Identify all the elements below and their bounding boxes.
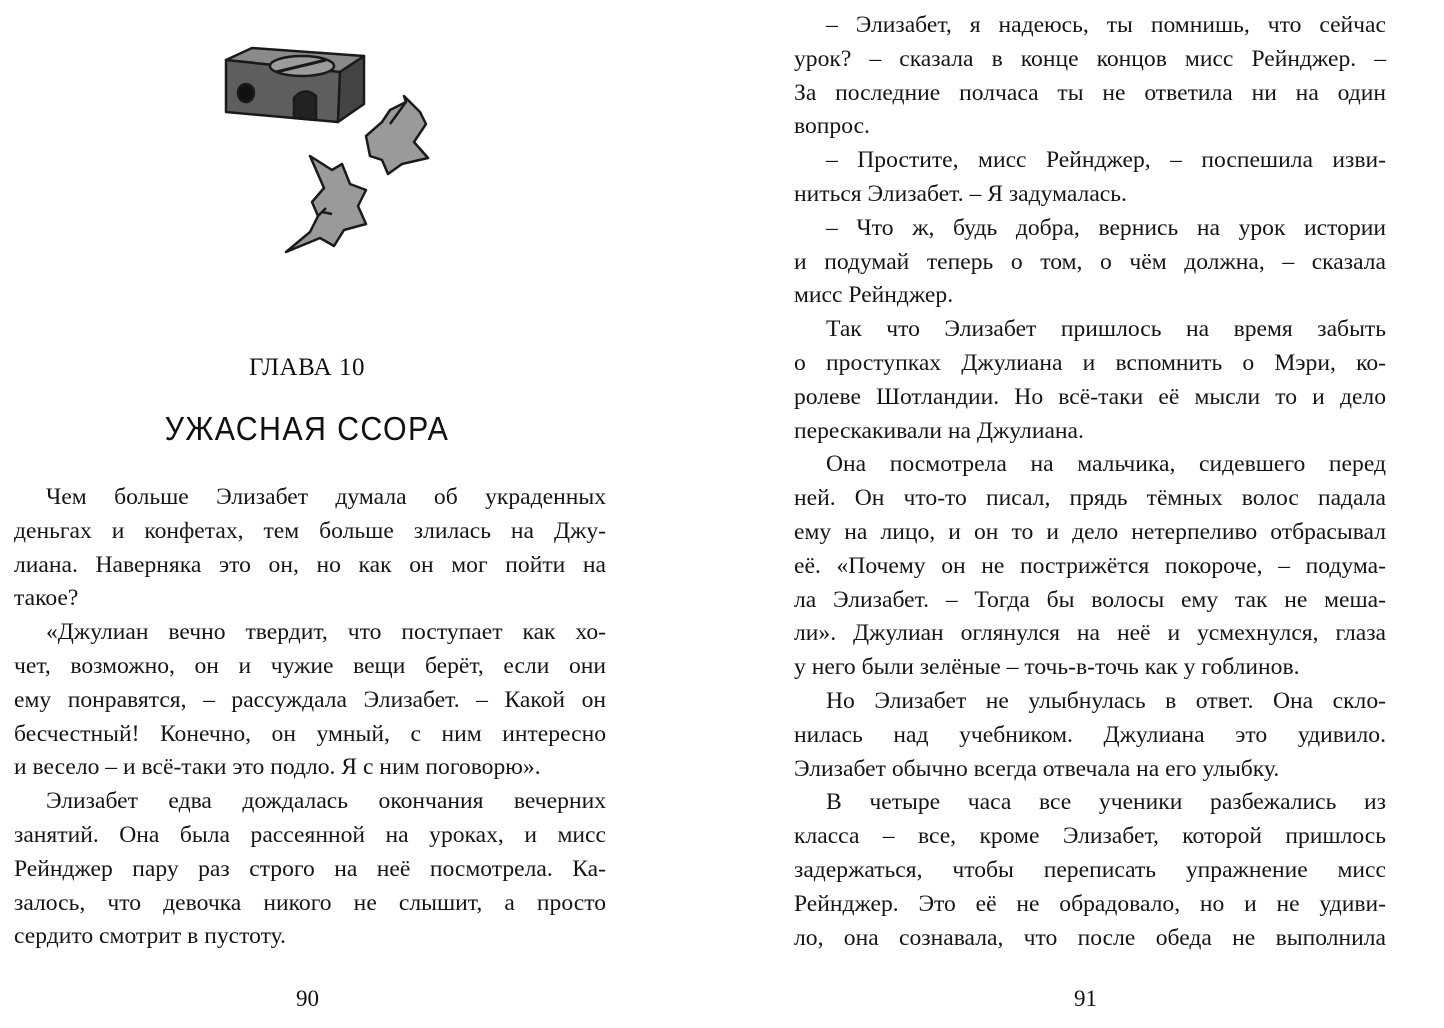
text-line: ролеве Шотландии. Но всё-таки её мысли то и дело bbox=[794, 383, 1386, 410]
text-line: ниться Элизабет. – Я задумалась. bbox=[794, 180, 1127, 207]
text-line: Рейнджер. Это её не обрадовало, но и не удиви- bbox=[794, 890, 1386, 917]
text-line: «Джулиан вечно твердит, что поступает как хо- bbox=[46, 619, 606, 646]
pencil-sharpener-icon bbox=[214, 38, 434, 276]
text-line: задержаться, чтобы переписать упражнение мисс bbox=[794, 856, 1386, 883]
text-line: ней. Он что-то писал, прядь тёмных волос падала bbox=[794, 485, 1386, 512]
text-line: лиана. Наверняка это он, но как он мог пойти на bbox=[14, 551, 606, 578]
chapter-title: УЖАСНАЯ ССОРА bbox=[164, 410, 450, 447]
text-line: перескакивали на Джулиана. bbox=[794, 417, 1084, 444]
text-line: Но Элизабет не улыбнулась в ответ. Она скло- bbox=[826, 687, 1386, 714]
text-line: бесчестный! Конечно, он умный, с ним интересно bbox=[14, 720, 606, 747]
text-line: За последние полчаса ты не ответила ни на один bbox=[794, 79, 1386, 106]
text-line: ему на лицо, и он то и дело нетерпеливо отбрасывал bbox=[794, 518, 1386, 545]
text-line: сердито смотрит в пустоту. bbox=[14, 923, 286, 950]
text-line: – Простите, мисс Рейнджер, – поспешила изви- bbox=[826, 147, 1386, 174]
text-line: ему понравятся, – рассуждала Элизабет. – Какой он bbox=[14, 686, 606, 713]
text-line: Элизабет обычно всегда отвечала на его улыбку. bbox=[794, 755, 1280, 782]
text-line: чет, возможно, он и чужие вещи берёт, если они bbox=[14, 652, 606, 679]
text-line: Так что Элизабет пришлось на время забыть bbox=[826, 316, 1386, 343]
left-page-text bbox=[14, 481, 606, 954]
text-line: Рейнджер пару раз строго на неё посмотрела. Ка- bbox=[14, 855, 606, 882]
text-line: класса – все, кроме Элизабет, которой пришлось bbox=[794, 823, 1386, 850]
text-line: её. «Почему он не пострижётся покороче, – подума- bbox=[794, 552, 1386, 579]
text-line: нилась над учебником. Джулиана это удивило. bbox=[794, 721, 1386, 748]
text-line: деньгах и конфетах, тем больше злилась на Джу- bbox=[14, 517, 606, 544]
pencil-sharpener-illustration bbox=[214, 38, 434, 276]
page-number: 91 bbox=[1074, 986, 1097, 1011]
text-line: ла Элизабет. – Тогда бы волосы ему так не меша- bbox=[794, 586, 1386, 613]
text-line: Элизабет едва дождалась окончания вечерних bbox=[46, 788, 606, 815]
text-line: – Что ж, будь добра, вернись на урок истории bbox=[826, 214, 1386, 241]
text-line: ли». Джулиан оглянулся на неё и усмехнулся, глаза bbox=[794, 620, 1386, 647]
text-line: ло, она сознавала, что после обеда не выполнила bbox=[794, 924, 1386, 951]
text-line: – Элизабет, я надеюсь, ты помнишь, что сейчас bbox=[826, 12, 1386, 38]
text-line: Чем больше Элизабет думала об украденных bbox=[46, 484, 606, 510]
text-line: В четыре часа все ученики разбежались из bbox=[826, 789, 1386, 816]
text-line: занятий. Она была рассеянной на уроках, и мисс bbox=[14, 821, 606, 848]
right-page-text bbox=[794, 9, 1386, 955]
text-line: залось, что девочка никого не слышит, а просто bbox=[14, 889, 606, 916]
text-line: и весело – и всё-таки это подло. Я с ним поговорю». bbox=[14, 754, 541, 781]
text-line: мисс Рейнджер. bbox=[794, 282, 954, 309]
right-page bbox=[722, 0, 1444, 1028]
chapter-number: ГЛАВА 10 bbox=[249, 354, 365, 381]
text-line: урок? – сказала в конце концов мисс Рейнджер. – bbox=[794, 45, 1386, 72]
text-line: такое? bbox=[14, 585, 79, 612]
page-number: 90 bbox=[296, 986, 319, 1011]
text-line: вопрос. bbox=[794, 113, 870, 140]
text-line: у него были зелёные – точь-в-точь как у гоблинов. bbox=[794, 654, 1300, 681]
text-line: Она посмотрела на мальчика, сидевшего перед bbox=[826, 451, 1386, 478]
text-line: и подумай теперь о том, о чём должна, – сказала bbox=[794, 248, 1386, 275]
text-line: о проступках Джулиана и вспомнить о Мэри, ко- bbox=[794, 349, 1386, 376]
